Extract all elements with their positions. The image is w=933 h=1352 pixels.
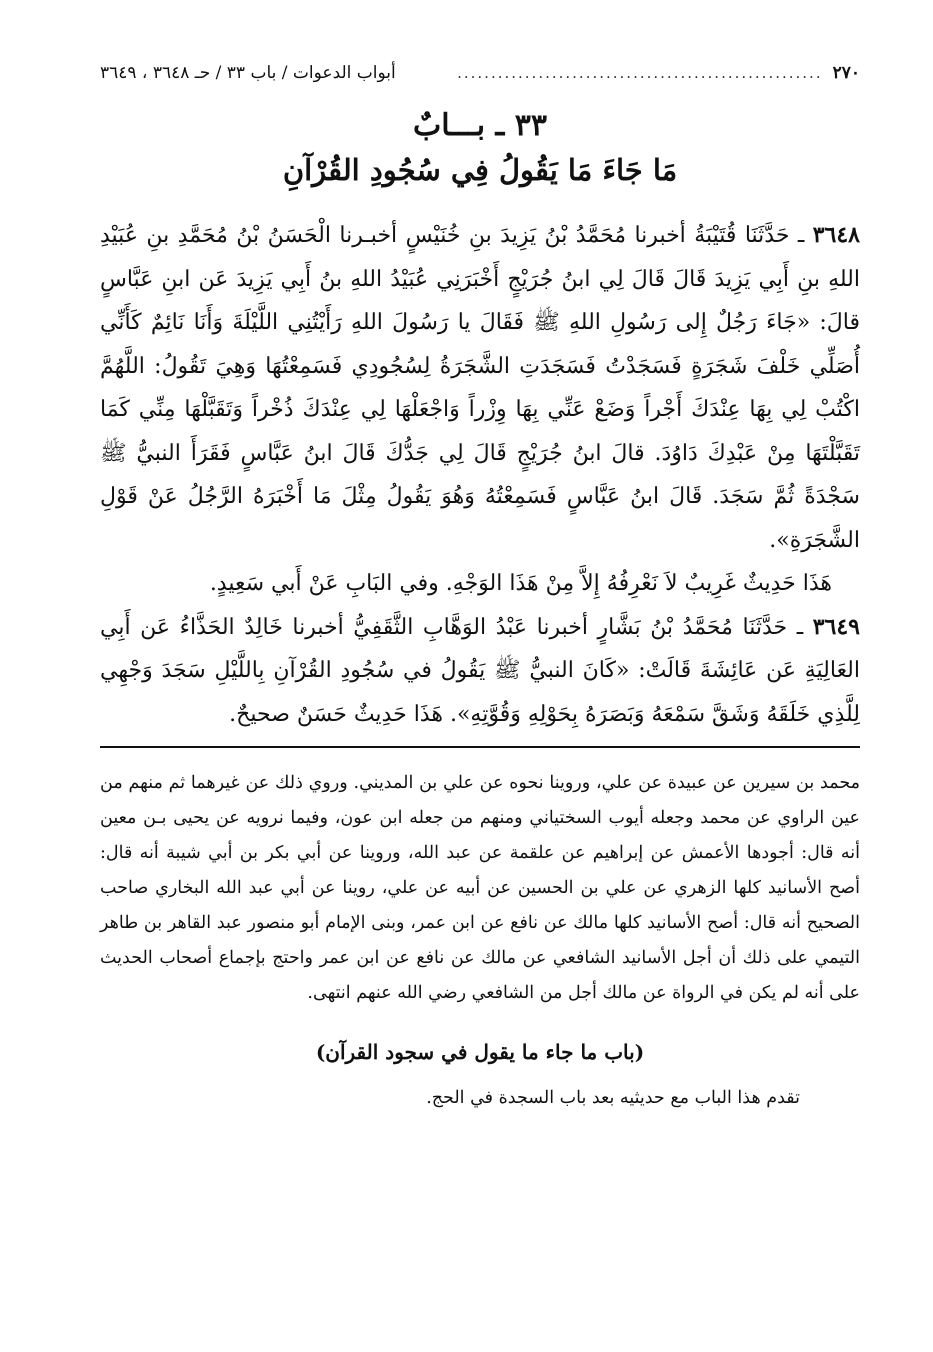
page-number: ٢٧٠ (832, 63, 860, 83)
hadith-number-3648: ٣٦٤٨ (812, 222, 860, 248)
running-title: أبواب الدعوات / باب ٣٣ / حـ ٣٦٤٨ ، ٣٦٤٩ (100, 63, 396, 83)
commentary-subheading: (باب ما جاء ما يقول في سجود القرآن) (315, 1040, 645, 1064)
hadith-text-3649: ـ حَدَّثَنَا مُحَمَّدُ بْنُ بَشَّارٍ أخبرنا عَبْدُ الوَهَّابِ الثَّقَفِيُّ أخبرنا خَالِدٌ الحَذَّاءُ عَن أَبِي العَالِيَةِ عَن عَائِشَةَ قَالَتْ: «كَانَ النبيُّ ﷺ يَقُولُ في سُجُودِ القُرْآنِ بِاللَّيْلِ سَجَدَ وَجْهِي لِلَّذِي خَلَقَهُ وَشَقَّ سَمْعَهُ وَبَصَرَهُ بِحَوْلِهِ وَقُوَّتِهِ». هَذَا حَدِيثٌ حَسَنٌ صحيحٌ. (100, 614, 860, 727)
leader-dots: ...................................................... (457, 64, 823, 82)
running-header (100, 60, 860, 96)
hadith-text-3648: ـ حَدَّثَنَا قُتَيْبَةُ أخبرنا مُحَمَّدُ بْنُ يَزِيدَ بنِ خُنَيْسٍ أخبـرنا الْحَسَنُ بْنُ مُحَمَّدِ بنِ عُبَيْدِ اللهِ بنِ أَبِي يَزِيدَ قَالَ قَالَ لِي ابنُ جُرَيْجٍ أَخْبَرَنِي عُبَيْدُ اللهِ بنُ أَبِي يَزِيدَ عَن ابنِ عَبَّاسٍ قالَ: «جَاءَ رَجُلٌ إِلى رَسُولِ اللهِ ﷺ فَقَالَ يا رَسُولَ اللهِ رَأَيْتُنِي اللَّيْلَةَ وَأَنَا نَائِمٌ كَأَنِّي أُصَلِّي خَلْفَ شَجَرَةٍ فَسَجَدْتُ فَسَجَدَتِ الشَّجَرَةُ لِسُجُودِي فَسَمِعْتُهَا وَهِيَ تَقُولُ: اللَّهُمَّ اكْتُبْ لِي بِهَا عِنْدَكَ أَجْراً وَضَعْ عَنِّي بِهَا وِزْراً وَاجْعَلْهَا لِي عِنْدَكَ ذُخْراً وَتَقَبَّلْهَا مِنِّي كَمَا تَقَبَّلْتَهَا مِنْ عَبْدِكَ دَاوُدَ. قالَ ابنُ جُرَيْجٍ قَالَ لِي جَدُّكَ قَالَ ابنُ عَبَّاسٍ فَقَرَأَ النبيُّ ﷺ سَجْدَةً ثُمَّ سَجَدَ. قَالَ ابنُ عَبَّاسٍ فَسَمِعْتُهُ وَهُوَ يَقُولُ مِثْلَ مَا أَخْبَرَهُ الرَّجُلُ عَنْ قَوْلِ الشَّجَرَةِ». (100, 223, 860, 553)
chapter-heading (100, 104, 860, 192)
commentary-subtext: تقدم هذا الباب مع حديثيه بعد باب السجدة في الحج. (426, 1088, 800, 1108)
hadith-number-3649: ٣٦٤٩ (812, 613, 860, 640)
main-text (100, 214, 860, 736)
chapter-title: مَا جَاءَ مَا يَقُولُ فِي سُجُودِ القُرْآنِ (282, 153, 678, 187)
hadith-3649 (100, 606, 860, 737)
document-page (100, 60, 860, 1300)
commentary-text: محمد بن سيرين عن عبيدة عن علي، وروينا نحوه عن علي بن المديني. وروي ذلك عن غيرهما ثم منهم من عين الراوي عن محمد وجعله أيوب السختياني ومنهم من جعله ابن عون، وفيما نرويه عن يحيى بـن معين أنه قال: أجودها الأعمش عن إبراهيم عن علقمة عن عبد الله، وروينا عن أبي بكر بن أبي شيبة أنه قال: أصح الأسانيد كلها الزهري عن علي بن الحسين عن أبيه عن علي، روينا عن أبي عبد الله البخاري صاحب الصحيح أنه قال: أصح الأسانيد كلها مالك عن نافع عن ابن عمر، وبنى الإمام أبو منصور عبد القاهر بن طاهر التيمي على ذلك أن أجل الأسانيد الشافعي عن مالك عن نافع عن ابن عمر واحتج بإجماع أصحاب الحديث على أنه لم يكن في الرواة عن مالك أجل من الشافعي رضي الله عنهم انتهى. (100, 773, 860, 1003)
footnote-separator (100, 746, 860, 748)
chapter-number: ٣٣ ـ بـــابٌ (412, 108, 547, 143)
commentary-notes (100, 766, 860, 1011)
hadith-grading-3648: هَذَا حَدِيثٌ غَرِيبٌ لاَ نَعْرِفُهُ إِلاَّ مِنْ هَذَا الوَجْهِ. وفي البَابِ عَنْ أَبي سَعِيدٍ. (209, 571, 832, 596)
hadith-3648 (100, 214, 860, 562)
